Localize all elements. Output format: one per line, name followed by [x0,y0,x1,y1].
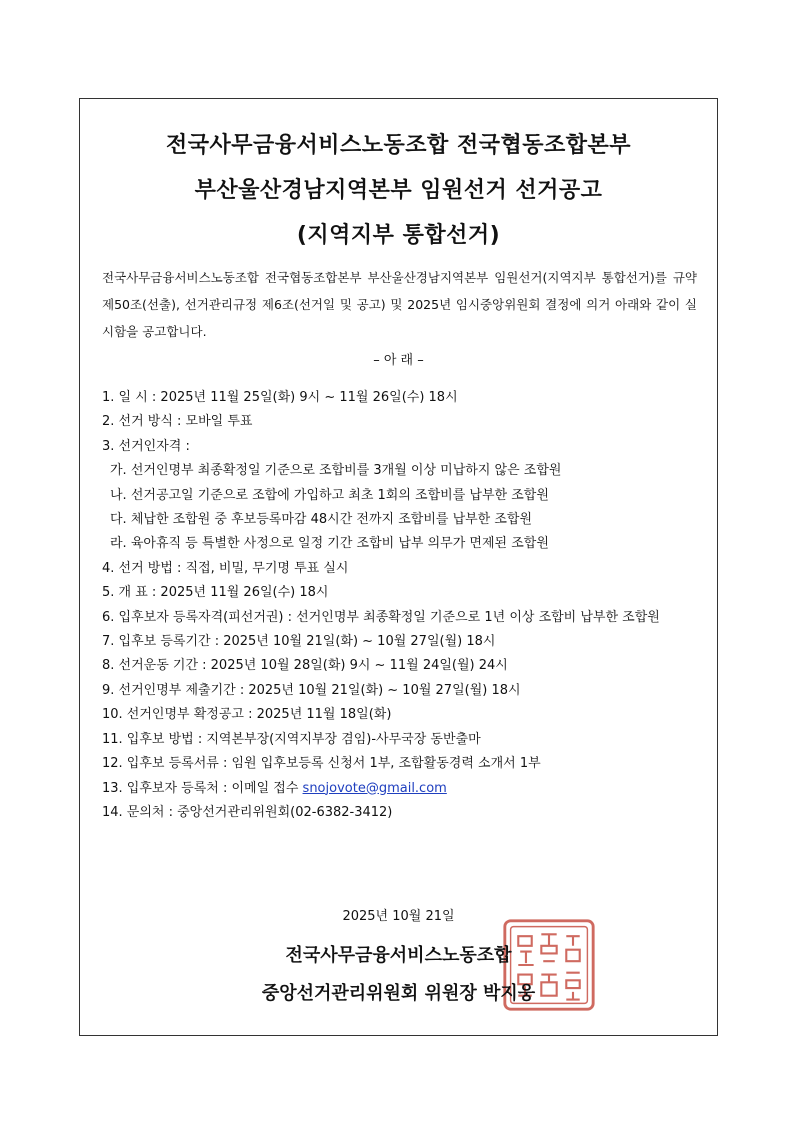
title-line-1: 전국사무금융서비스노동조합 전국협동조합본부 [166,133,631,158]
item-election-method: 2. 선거 방식 : 모바일 투표 [102,414,253,430]
item-eligibility-b: 나. 선거공고일 기준으로 조합에 가입하고 최초 1회의 조합비를 납부한 조합원 [110,487,549,503]
item-campaign-period: 8. 선거운동 기간 : 2025년 10월 28일(화) 9시 ~ 11월 24일(월) 24시 [102,658,508,674]
notice-frame [79,98,718,1036]
intro-paragraph: 전국사무금융서비스노동조합 전국협동조합본부 부산울산경남지역본부 임원선거(지역지부 통합선거)를 규약 제50조(선출), 선거관리규정 제6조(선거일 및 공고) 및 2025년 임시중앙위원회 결정에 의거 아래와 같이 실시함을 공고합니다. [102,270,697,339]
section-divider: – 아 래 – [373,353,424,368]
item-eligibility-d: 라. 육아휴직 등 특별한 사정으로 일정 기간 조합비 납부 의무가 면제된 조합원 [110,536,549,552]
item-inquiry: 14. 문의처 : 중앙선거관리위원회(02-6382-3412) [102,804,393,820]
item-eligibility-a: 가. 선거인명부 최종확정일 기준으로 조합비를 3개월 이상 미납하지 않은 조합원 [110,463,562,479]
item-eligibility-c: 다. 체납한 조합원 중 후보등록마감 48시간 전까지 조합비를 납부한 조합원 [110,512,533,528]
item-voting-method: 4. 선거 방법 : 직접, 비밀, 무기명 투표 실시 [102,560,349,576]
item-registration-office [102,777,701,801]
notice-date: 2025년 10월 21일 [342,909,455,924]
item-voter-list-confirmation: 10. 선거인명부 확정공고 : 2025년 11월 18일(화) [102,707,392,723]
item-election-date: 1. 일 시 : 2025년 11월 25일(화) 9시 ~ 11월 26일(수) 18시 [102,390,458,405]
notice-items [102,386,701,825]
signature-chair: 중앙선거관리위원회 위원장 박지웅 [261,983,536,1004]
item-voter-list-submission: 9. 선거인명부 제출기간 : 2025년 10월 21일(화) ~ 10월 27일(월) 18시 [102,682,521,698]
notice-title [80,123,717,258]
item-candidate-eligibility: 6. 입후보자 등록자격(피선거권) : 선거인명부 최종확정일 기준으로 1년 이상 조합비 납부한 조합원 [102,609,660,625]
title-line-2: 부산울산경남지역본부 임원선거 선거공고 [194,178,603,203]
item-vote-count: 5. 개 표 : 2025년 11월 26일(수) 18시 [102,585,329,601]
registration-office-label: 13. 입후보자 등록처 : 이메일 접수 [102,780,303,796]
signature-organization: 전국사무금융서비스노동조합 [285,945,512,966]
item-registration-documents: 12. 입후보 등록서류 : 임원 입후보등록 신청서 1부, 조합활동경력 소개서 1부 [102,756,541,772]
item-registration-period: 7. 입후보 등록기간 : 2025년 10월 21일(화) ~ 10월 27일(월) 18시 [102,634,496,650]
title-line-3: (지역지부 통합선거) [296,223,501,248]
email-link[interactable]: snojovote@gmail.com [302,780,447,796]
item-candidacy-method: 11. 입후보 방법 : 지역본부장(지역지부장 겸임)-사무국장 동반출마 [102,731,481,747]
item-voter-eligibility: 3. 선거인자격 : [102,438,190,454]
